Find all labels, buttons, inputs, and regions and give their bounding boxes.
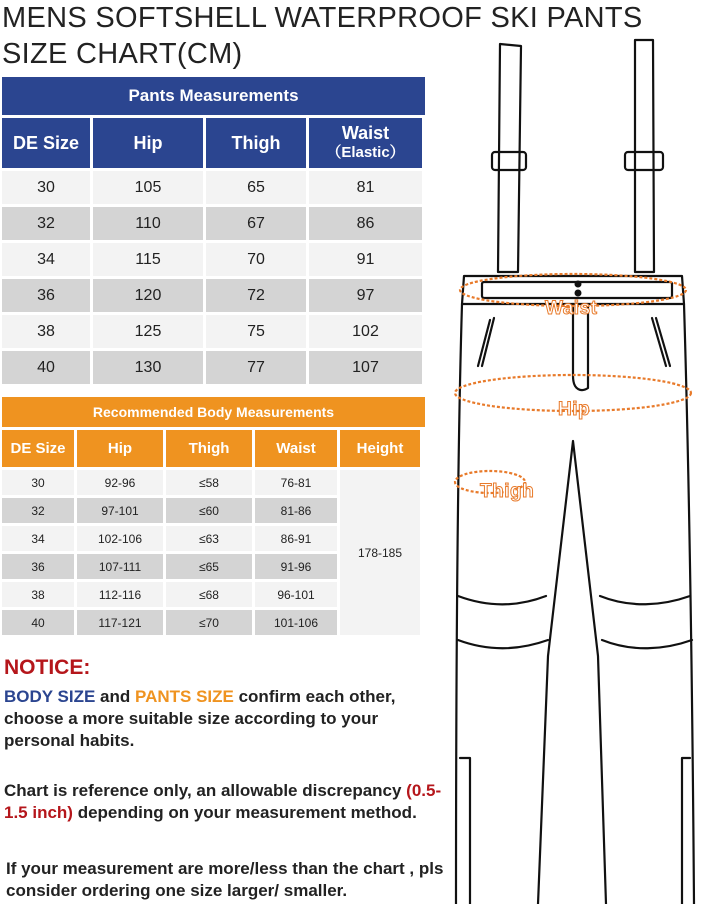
table-row	[2, 498, 340, 523]
left-suspender-buckle	[492, 152, 526, 170]
pants-measurements-table	[2, 77, 425, 387]
col-waist: Waist （Elastic）	[309, 118, 422, 168]
table-cell: 40	[2, 351, 90, 384]
table-cell: 130	[93, 351, 203, 384]
body-measurements-table	[2, 397, 425, 638]
col-thigh: Thigh	[166, 430, 252, 467]
table-row	[2, 470, 340, 495]
table-cell: 105	[93, 171, 203, 204]
notice-paragraph-2: Chart is reference only, an allowable discrepancy (0.5-1.5 inch) depending on your measurement method.	[4, 781, 442, 822]
table-cell: 67	[206, 207, 306, 240]
hip-label: Hip	[558, 399, 591, 420]
table-cell: 34	[2, 243, 90, 276]
table-row	[2, 279, 425, 312]
table-row	[2, 243, 425, 276]
table-cell: 30	[2, 171, 90, 204]
table-cell: 38	[2, 315, 90, 348]
right-leg-outer	[684, 304, 694, 904]
pants-table-header-row	[2, 118, 425, 168]
table-cell: ≤70	[166, 610, 252, 635]
table-row	[2, 582, 340, 607]
table-cell: 102-106	[77, 526, 163, 551]
right-suspender	[635, 40, 654, 272]
discrepancy-range: (0.5-1.5 inch)	[4, 781, 442, 822]
notice-paragraph-3: If your measurement are more/less than the chart , pls consider ordering one size larger/ smaller.	[6, 859, 444, 900]
table-cell: 110	[93, 207, 203, 240]
table-row	[2, 610, 340, 635]
table-cell: 81	[309, 171, 422, 204]
notice-title: NOTICE:	[4, 656, 91, 679]
table-cell: 40	[2, 610, 74, 635]
table-cell: 34	[2, 526, 74, 551]
table-cell: 32	[2, 498, 74, 523]
table-cell: ≤65	[166, 554, 252, 579]
table-cell: 72	[206, 279, 306, 312]
body-table-header-row	[2, 430, 340, 467]
pants-table-heading: Pants Measurements	[2, 77, 425, 115]
col-waist-elastic: （Elastic）	[326, 144, 405, 161]
table-row	[2, 315, 425, 348]
col-height: Height	[340, 430, 420, 467]
title-line-1: MENS SOFTSHELL WATERPROOF SKI PANTS	[2, 2, 643, 34]
table-cell: 91-96	[255, 554, 337, 579]
table-row	[2, 351, 425, 384]
pants-diagram	[430, 36, 720, 904]
col-de-size: DE Size	[2, 430, 74, 467]
table-row	[2, 171, 425, 204]
table-cell: 91	[309, 243, 422, 276]
table-cell: 32	[2, 207, 90, 240]
table-cell: 86-91	[255, 526, 337, 551]
table-cell: 120	[93, 279, 203, 312]
table-cell: 76-81	[255, 470, 337, 495]
table-cell: 112-116	[77, 582, 163, 607]
table-cell: 125	[93, 315, 203, 348]
waist-label: Waist	[545, 298, 598, 319]
notice-section	[4, 655, 434, 681]
table-cell: 107-111	[77, 554, 163, 579]
body-size-label: BODY SIZE	[4, 687, 96, 706]
col-hip: Hip	[77, 430, 163, 467]
table-cell: 75	[206, 315, 306, 348]
table-row	[2, 554, 340, 579]
pants-size-label: PANTS SIZE	[135, 687, 234, 706]
title-line-2: SIZE CHART(CM)	[2, 38, 243, 70]
col-thigh: Thigh	[206, 118, 306, 168]
table-cell: 97	[309, 279, 422, 312]
table-cell: 115	[93, 243, 203, 276]
table-cell: 96-101	[255, 582, 337, 607]
col-de-size: DE Size	[2, 118, 90, 168]
table-cell: ≤68	[166, 582, 252, 607]
table-cell: 77	[206, 351, 306, 384]
table-cell: 30	[2, 470, 74, 495]
table-cell: 36	[2, 279, 90, 312]
table-cell: 101-106	[255, 610, 337, 635]
pants-illustration	[430, 36, 720, 904]
notice-paragraph-1: BODY SIZE and PANTS SIZE confirm each other, choose a more suitable size according to your personal habits.	[4, 687, 396, 750]
table-cell: 65	[206, 171, 306, 204]
table-cell: ≤63	[166, 526, 252, 551]
left-leg-outer	[456, 304, 462, 904]
table-cell: 36	[2, 554, 74, 579]
table-cell: ≤58	[166, 470, 252, 495]
col-hip: Hip	[93, 118, 203, 168]
table-cell: 92-96	[77, 470, 163, 495]
height-value: 178-185	[340, 470, 420, 635]
table-cell: 97-101	[77, 498, 163, 523]
table-cell: 107	[309, 351, 422, 384]
table-row	[2, 526, 340, 551]
table-cell: ≤60	[166, 498, 252, 523]
thigh-label: Thigh	[480, 481, 535, 502]
right-suspender-buckle	[625, 152, 663, 170]
col-waist: Waist	[255, 430, 337, 467]
table-cell: 38	[2, 582, 74, 607]
table-cell: 86	[309, 207, 422, 240]
left-suspender	[498, 44, 521, 272]
table-cell: 81-86	[255, 498, 337, 523]
table-cell: 102	[309, 315, 422, 348]
table-row	[2, 207, 425, 240]
body-table-heading: Recommended Body Measurements	[2, 397, 425, 427]
table-cell: 117-121	[77, 610, 163, 635]
table-cell: 70	[206, 243, 306, 276]
